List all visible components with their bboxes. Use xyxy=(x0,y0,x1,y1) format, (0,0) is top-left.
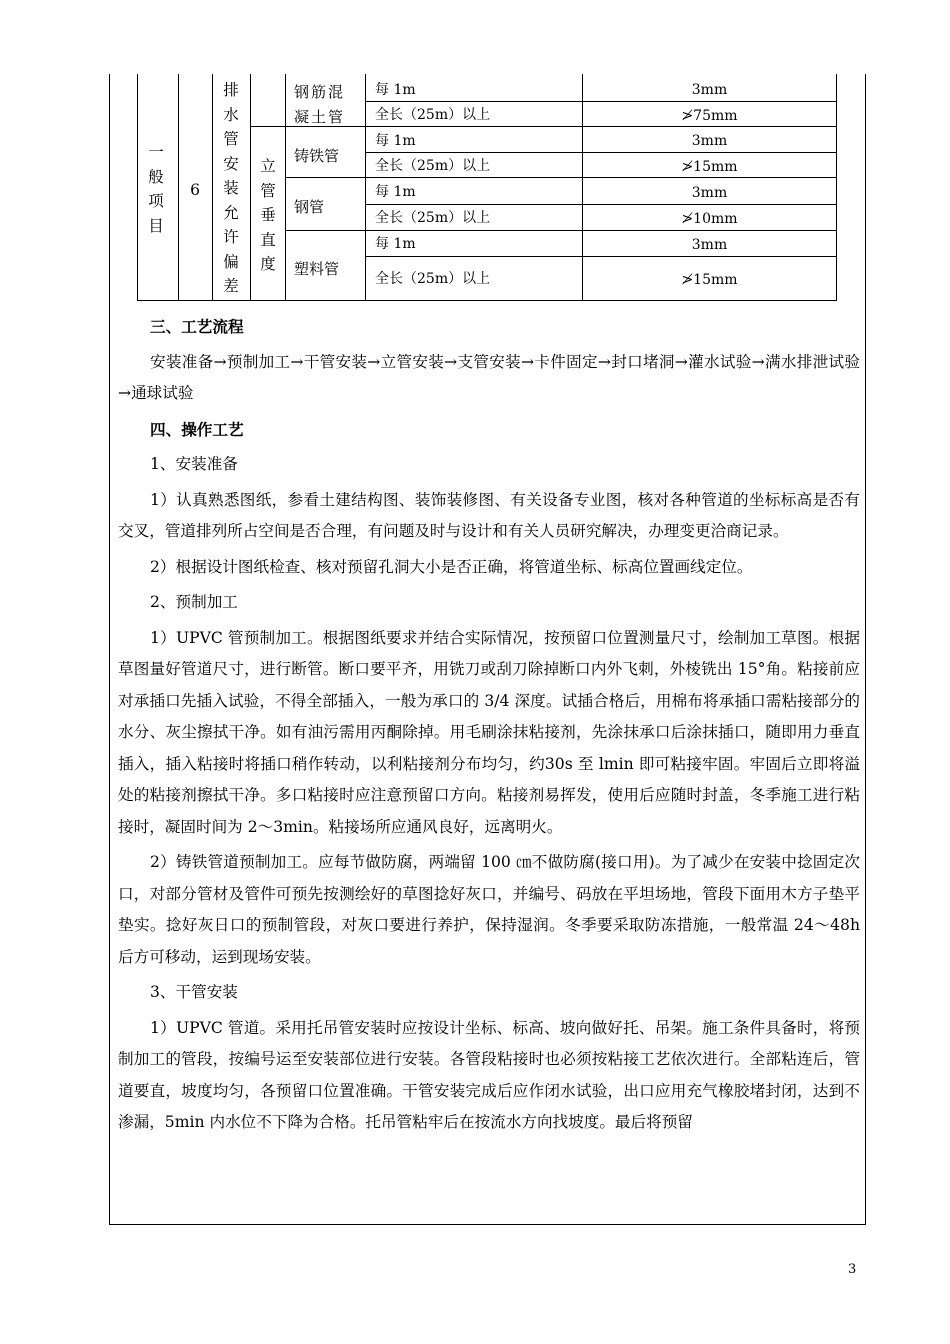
full-length-label: 全长（25m）以上 xyxy=(375,271,491,287)
table-number: 6 xyxy=(190,181,200,199)
page-number: 3 xyxy=(848,1262,857,1277)
full-length-value: ≯75mm xyxy=(681,108,738,124)
section-heading: 三、工艺流程 xyxy=(150,317,244,336)
table-subitem: 立管垂直度 xyxy=(260,157,276,273)
full-length-value: ≯15mm xyxy=(681,272,738,288)
per-meter-label: 每 1m xyxy=(375,184,416,200)
full-length-label: 全长（25m）以上 xyxy=(375,107,491,123)
paragraph: 1）UPVC 管预制加工。根据图纸要求并结合实际情况，按预留口位置测量尺寸，绘制加工草图。根据草图量好管道尺寸，进行断管。断口要平齐，用铣刀或刮刀除掉断口内外飞刺，外棱铣出 15°角。粘接前应对承插口先插入试验，不得全部插入，一般为承口的 3/4 深度。试插合格后，用棉布将承插口需粘接部分的水分、灰尘擦拭干净。如有油污需用丙酮除掉。用毛刷涂抹粘接剂，先涂抹承口后涂抹插口，随即用力垂直插入，插入粘接时将插口稍作转动，以利粘接剂分布均匀，约30s 至 lmin 即可粘接牢固。牢固后立即将溢处的粘接剂擦拭干净。多口粘接时应注意预留口方向。粘接剂易挥发，使用后应随时封盖，冬季施工进行粘接时，凝固时间为 2～3min。粘接场所应通风良好，远离明火。 xyxy=(118,628,860,836)
per-meter-label: 每 1m xyxy=(375,82,416,98)
full-length-label: 全长（25m）以上 xyxy=(375,210,491,226)
document-body xyxy=(118,311,860,1139)
subsection-heading: 3、干管安装 xyxy=(150,983,238,1001)
paragraph: 1）认真熟悉图纸，参看土建结构图、装饰装修图、有关设备专业图，核对各种管道的坐标标高是否有交叉，管道排列所占空间是否合理，有问题及时与设计和有关人员研究解决，办理变更洽商记录。 xyxy=(118,490,860,540)
paragraph: 2）根据设计图纸检查、核对预留孔洞大小是否正确，将管道坐标、标高位置画线定位。 xyxy=(150,557,753,576)
paragraph: 1）UPVC 管道。采用托吊管安装时应按设计坐标、标高、坡向做好托、吊架。施工条件具备时，将预制加工的管段，按编号运至安装部位进行安装。各管段粘接时也必须按粘接工艺依次进行。全部粘连后，管道要直，坡度均匀，各预留口位置准确。干管安装完成后应作闭水试验，出口应用充气橡胶堵封闭，达到不渗漏，5min 内水位不下降为合格。托吊管粘牢后在按流水方向找坡度。最后将预留 xyxy=(118,1018,860,1131)
full-length-value: ≯10mm xyxy=(681,211,738,227)
per-meter-label: 每 1m xyxy=(375,133,416,149)
subsection-heading: 2、预制加工 xyxy=(150,593,238,611)
material-cell: 钢筋混凝土管 xyxy=(294,83,346,126)
full-length-value: ≯15mm xyxy=(681,159,738,175)
paragraph: 2）铸铁管道预制加工。应每节做防腐，两端留 100 ㎝不做防腐(接口用)。为了减少在安装中捻固定次口，对部分管材及管件可预先按测绘好的草图捻好灰口，并编号、码放在平坦场地，管段下面用木方子垫平垫实。捻好灰日口的预制管段，对灰口要进行养护，保持湿润。冬季要采取防冻措施，一般常温 24～48h 后方可移动，运到现场安装。 xyxy=(118,853,860,966)
per-meter-value: 3mm xyxy=(691,185,728,201)
table-item: 排水管安装允许偏差 xyxy=(223,81,239,295)
table-category: 一般项目 xyxy=(148,143,164,235)
full-length-label: 全长（25m）以上 xyxy=(375,158,491,174)
material-cell: 铸铁管 xyxy=(294,147,340,165)
material-cell: 钢管 xyxy=(294,198,325,216)
per-meter-value: 3mm xyxy=(691,82,728,98)
per-meter-value: 3mm xyxy=(691,133,728,149)
material-cell: 塑料管 xyxy=(294,260,340,278)
section-heading: 四、操作工艺 xyxy=(150,419,244,439)
per-meter-label: 每 1m xyxy=(375,236,416,252)
subsection-heading: 1、安装准备 xyxy=(150,455,238,473)
paragraph: 安装准备→预制加工→干管安装→立管安装→支管安装→卡件固定→封口堵洞→灌水试验→满水排泄试验→通球试验 xyxy=(118,352,860,402)
per-meter-value: 3mm xyxy=(691,237,728,253)
